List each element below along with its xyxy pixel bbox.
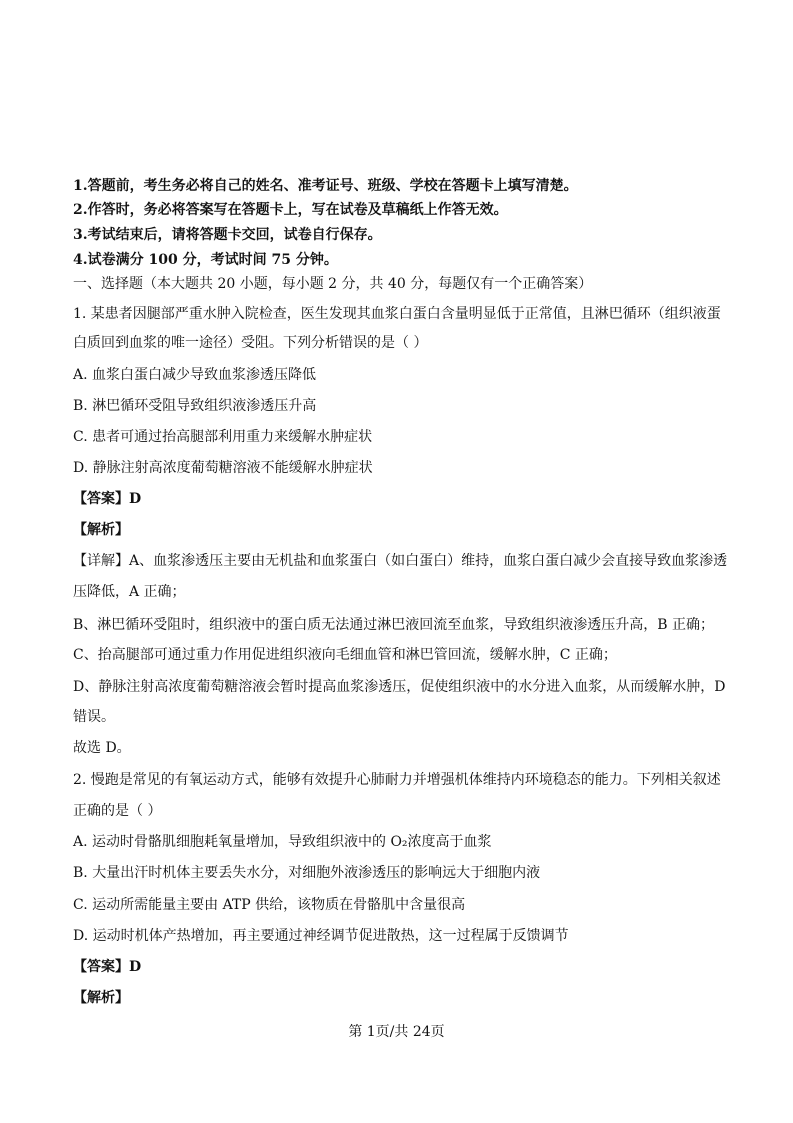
q1-answer: 【答案】D — [73, 491, 142, 507]
q1-detail-line4: C、抬高腿部可通过重力作用促进组织液向毛细血管和淋巴管回流，缓解水肿，C 正确； — [73, 647, 617, 663]
q1-detail-line5: D、静脉注射高浓度葡萄糖溶液会暂时提高血浆渗透压，促使组织液中的水分进入血浆，从而缓解水肿，D — [73, 679, 726, 695]
q2-analysis-label: 【解析】 — [73, 990, 129, 1006]
q1-detail-line2: 压降低，A 正确； — [73, 584, 186, 600]
section-title: 一、选择题（本大题共 20 小题，每小题 2 分，共 40 分，每题仅有一个正确答案） — [73, 276, 593, 292]
q2-option-c: C. 运动所需能量主要由 ATP 供给，该物质在骨骼肌中含量很高 — [73, 897, 466, 913]
instruction-2: 2.作答时，务必将答案写在答题卡上，写在试卷及草稿纸上作答无效。 — [73, 202, 508, 218]
q1-detail-line3: B、淋巴循环受阻时，组织液中的蛋白质无法通过淋巴液回流至血浆，导致组织液渗透压升高，B 正确； — [73, 617, 715, 633]
q1-option-c: C. 患者可通过抬高腿部利用重力来缓解水肿症状 — [73, 429, 373, 445]
q2-stem-line1: 2. 慢跑是常见的有氧运动方式，能够有效提升心肺耐力并增强机体维持内环境稳态的能力。下列相关叙述 — [73, 772, 721, 788]
q1-stem-line2: 白质回到血浆的唯一途径）受阻。下列分析错误的是（ ） — [73, 335, 428, 351]
q1-stem-line1: 1. 某患者因腿部严重水肿入院检查，医生发现其血浆白蛋白含量明显低于正常值，且淋巴循环（组织液蛋 — [73, 306, 721, 322]
q1-analysis-label: 【解析】 — [73, 522, 129, 538]
q2-option-d: D. 运动时机体产热增加，再主要通过神经调节促进散热，这一过程属于反馈调节 — [73, 928, 569, 944]
instruction-4: 4.试卷满分 100 分，考试时间 75 分钟。 — [73, 252, 338, 268]
q1-option-b: B. 淋巴循环受阻导致组织液渗透压升高 — [73, 398, 317, 414]
q1-detail-line1: 【详解】A、血浆渗透压主要由无机盐和血浆蛋白（如白蛋白）维持，血浆白蛋白减少会直接导致血浆渗透 — [73, 553, 728, 569]
q2-answer: 【答案】D — [73, 959, 142, 975]
instruction-3: 3.考试结束后，请将答题卡交回，试卷自行保存。 — [73, 227, 382, 243]
instruction-1: 1.答题前，考生务必将自己的姓名、准考证号、班级、学校在答题卡上填写清楚。 — [73, 178, 578, 194]
q1-detail-line7: 故选 D。 — [73, 740, 131, 756]
q1-option-d: D. 静脉注射高浓度葡萄糖溶液不能缓解水肿症状 — [73, 460, 373, 476]
q2-option-b: B. 大量出汗时机体主要丢失水分，对细胞外液渗透压的影响远大于细胞内液 — [73, 865, 541, 881]
q2-option-a: A. 运动时骨骼肌细胞耗氧量增加，导致组织液中的 O₂浓度高于血浆 — [73, 834, 492, 850]
q2-stem-line2: 正确的是（ ） — [73, 803, 162, 819]
q1-detail-line6: 错误。 — [73, 709, 115, 725]
q1-option-a: A. 血浆白蛋白减少导致血浆渗透压降低 — [73, 367, 317, 383]
page-footer: 第 1页/共 24页 — [348, 1024, 445, 1040]
